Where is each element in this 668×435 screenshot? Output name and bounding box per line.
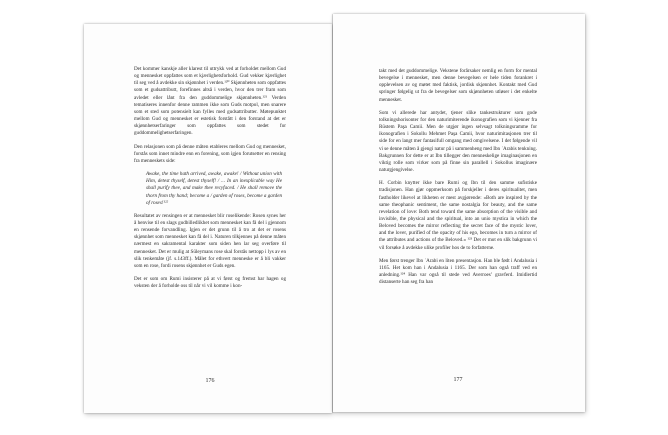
page-number-right: 177 [453, 377, 463, 383]
paragraph: takt med det guddommelige. Vekstene forårsaker nemlig en form for mental bevegelse i mennesket, men denne bevegelsen er hele tiden forankret i opplevelsen av og møtet med faktisk, jordisk skjønnhet. Kontakt med Gud springer følgelig ut fra de bevegelser som skjønnheten utløser i det enkelte mennesket. [379, 68, 537, 103]
left-page-body [134, 66, 286, 296]
right-page [333, 14, 585, 412]
page-number-left: 176 [205, 378, 215, 384]
paragraph: Men først trenger Ibn ʿArabi en liten presentasjon. Han ble født i Andalusia i 1165. Het kom han i Andalusia i 1165. Der som han også traff ved en anledning.¹²⁴ Han var også til stede ved Averroes’ gravferd. Imidlertid distanserte han seg fra han [379, 257, 537, 286]
paragraph: H. Corbin knytter ikke bare Rumi og Ibn til den samme sufistiske tradisjonen. Han gjør oppmerksom på forskjeller i deres spiritualitet, men fastholder likevel at likheten er mest avgjørende: «Both are inspired by the same theophanic sentiment, the same nostalgia for beauty, and the same revelation of love: Both tend toward the same absorption of the visible and invisible, the physical and the spiritual, into an unio mystica in which the Beloved becomes the mirror reflecting the secret face of the mystic lover, and the lover, purified of the opacity of his ego, becomes in turn a mirror of the attributes and actions of the Beloved.» ¹²³ Det er mot en slik bakgrunn vi vil forsøke å avdekke ulike profiler hos de to forfatterne. [379, 180, 537, 251]
right-page-body [379, 68, 537, 292]
paragraph: Som vi allerede har antydet, tjener slike tankestrukturer som gode tolkningshorisonter for den naturimiterende ikonografien som vi kjenner fra Rüstem Paşa Camii. Men de utgjør ingen selvsagt tolkningsramme for ikonografien i Sokollu Mehmet Paşa Camii, hvor naturimitasjonen trer til side for en langt mer fantasifull omgang med omgivelsene. I det følgende vil vi se denne måten å gjengi natur på i sammenheng med Ibn ʿArabis tenkning. Bakgrunnen for dette er at Ibn tillegger den menneskelige imaginasjonen en viktig rolle som virker som på finne sin parallell i Sokollus imaginære naturgjengivelse. [379, 109, 537, 174]
paragraph: Den relasjonen som på denne måten etableres mellom Gud og mennesket, forstås som innet mindre enn en forening, som igjen forutsetter en rensing fra menneskets side: [134, 143, 286, 164]
paragraph: Det er som om Rumi insisterer på at vi først og fremst har hagen og veksten der å forholde oss til når vi vil komme i kon- [134, 276, 286, 290]
paragraph: Resultatet av rensingen er at mennesket blir roselikende: Rosen synes her å henvise til en slags gudbilledlikhet som mennesket kan få del i gjennom en rensende forvandling. Igjen er det grunn til å tro at det er rosens skjønnhet som mennesket kan få del i. Naturen tilkjennes på denne måten nærmest en sakramental karakter som siden hen lar seg overføre til mennesket. Det er mulig at Süleymans rose skal forstås nettopp i lys av en slik tenkemåte (jf. s.143ff.). Målet for ethvert menneske er å bli vakker som en rose, fordi rosens skjønnhet er Guds egen. [134, 212, 286, 269]
left-page [84, 24, 332, 413]
block-quote: Awake, the time hath arrived, awake, awake! / Without union with Him, detest thyself, detest thyself! / … In an inexplicable way He shall purify thee, and make thee recyfaced. / He shall remove the thorn from thy hand; become a / garden of roses, become a garden of roses!¹²² [146, 171, 282, 206]
paragraph: Det kommer kanskje aller klarest til uttrykk ved at forholdet mellom Gud og mennesket oppfattes som et kjærlighetsforhold. Gud vekker kjærlighet til seg ved å avdekke sin skjønnhet i verden.¹²⁰ Skjønnheten som oppfattes som et gudsattributt, forefinnes altså i verden, hvor den trer fram som avledet eller lånt fra den guddommelige skjønnheten.¹²¹ Verden tematiseres innenfor denne rammen ikke som Guds motpol, men snarere som et sted som potensielt kan fylles med gudsattributter. Møtepunktet mellom Gud og mennesket er estetisk forstått i den forstand at det er skjønnhetserfaringer som oppfattes som stedet for guddommelighetserfaringen. [134, 66, 286, 137]
